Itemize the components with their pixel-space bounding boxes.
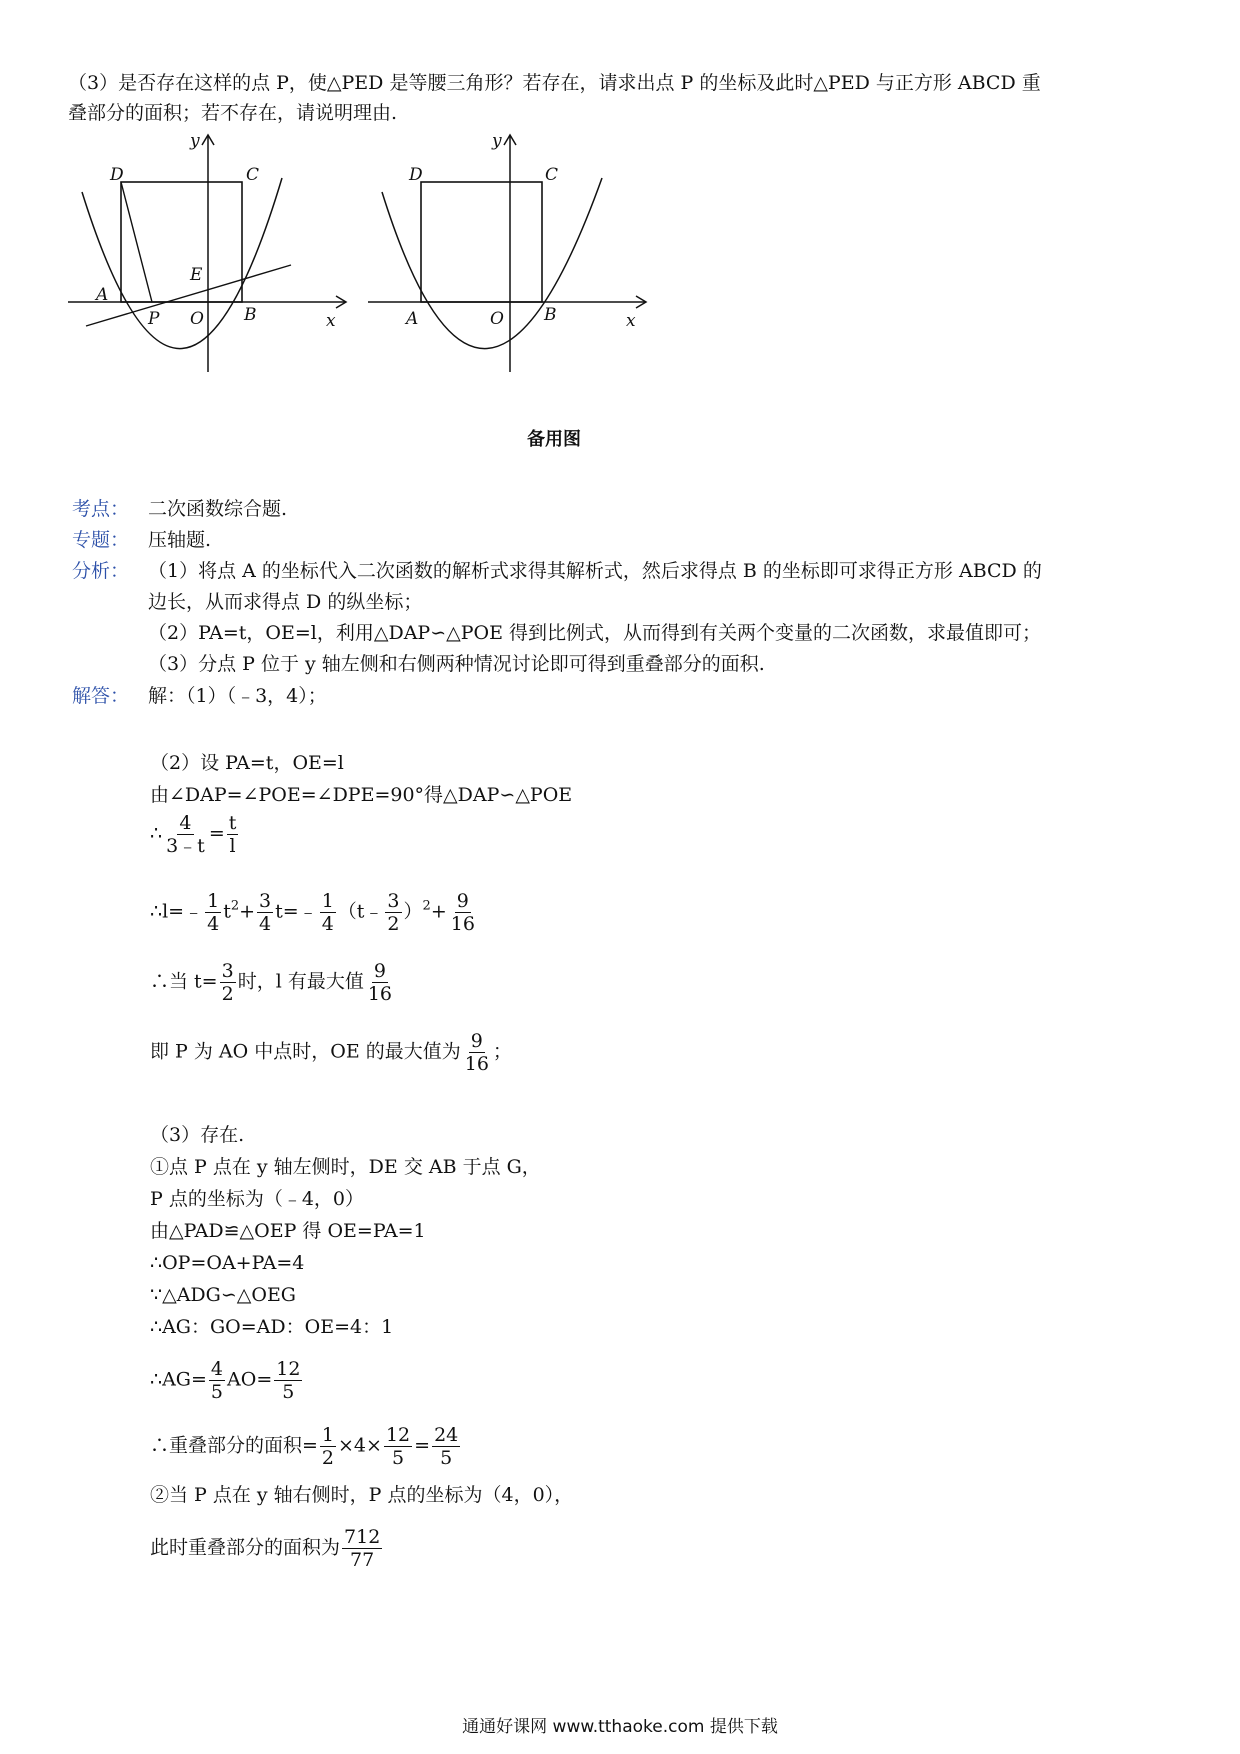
sol2-l4-mid: t=﹣ bbox=[275, 900, 318, 923]
plus: + bbox=[239, 900, 256, 923]
frac-num: 9 bbox=[456, 890, 469, 912]
exponent: 2 bbox=[230, 898, 240, 914]
frac-num: 24 bbox=[434, 1424, 459, 1446]
sol3-l8-mid: AO= bbox=[227, 1368, 273, 1391]
frac-den: 3﹣t bbox=[166, 835, 205, 857]
fraction bbox=[209, 1358, 225, 1403]
fraction bbox=[227, 812, 239, 857]
frac-den: 4 bbox=[259, 913, 272, 935]
fig1-label-C: C bbox=[246, 165, 260, 185]
fraction bbox=[342, 1526, 382, 1571]
plus: + bbox=[430, 900, 447, 923]
fraction bbox=[385, 890, 401, 935]
fraction bbox=[432, 1424, 460, 1469]
figure-1 bbox=[60, 130, 360, 380]
fraction bbox=[463, 1030, 491, 1075]
fig2-label-A: A bbox=[406, 309, 419, 329]
frac-num: 12 bbox=[276, 1358, 301, 1380]
frac-den: 5 bbox=[392, 1447, 405, 1469]
frac-num: 3 bbox=[221, 960, 234, 982]
frac-den: 5 bbox=[210, 1381, 224, 1403]
frac-den: 4 bbox=[321, 913, 334, 935]
fig2-square-abcd bbox=[421, 182, 542, 302]
fig1-label-B: B bbox=[244, 305, 257, 325]
sol2-line-4 bbox=[150, 890, 479, 935]
fenxi-line-4: （3）分点 P 位于 y 轴左侧和右侧两种情况讨论即可得到重叠部分的面积. bbox=[148, 653, 765, 675]
sol3-line-3: P 点的坐标为（﹣4，0） bbox=[150, 1188, 365, 1210]
close-paren: ） bbox=[403, 900, 423, 923]
frac-den: 77 bbox=[350, 1549, 375, 1571]
fig1-label-P: P bbox=[148, 309, 160, 329]
fraction bbox=[220, 960, 236, 1005]
sol3-l9-mid: ×4× bbox=[338, 1434, 382, 1457]
frac-num: 9 bbox=[470, 1030, 483, 1052]
sol2-line-3 bbox=[150, 812, 240, 857]
open-paren: （t﹣ bbox=[337, 900, 384, 923]
figure-caption: 备用图 bbox=[527, 429, 581, 450]
frac-den: 2 bbox=[321, 1447, 335, 1469]
fig1-segment-dp bbox=[121, 182, 152, 302]
equals: = bbox=[414, 1434, 431, 1457]
sol2-l3-therefore: ∴ bbox=[150, 822, 163, 845]
frac-num: t bbox=[228, 812, 237, 834]
question-line-1: （3）是否存在这样的点 P，使△PED 是等腰三角形？若存在，请求出点 P 的坐标及此时△PED 与正方形 ABCD 重 bbox=[68, 72, 1041, 94]
frac-den: 16 bbox=[367, 983, 393, 1005]
frac-den: l bbox=[229, 835, 236, 857]
zhuanti-text: 压轴题. bbox=[148, 529, 212, 551]
fraction bbox=[205, 890, 221, 935]
frac-num: 4 bbox=[210, 1358, 224, 1380]
fig2-label-B: B bbox=[544, 305, 557, 325]
sol2-l5-pre: ∴当 t= bbox=[150, 970, 218, 993]
fig2-label-D: D bbox=[409, 165, 423, 185]
fig1-label-D: D bbox=[110, 165, 124, 185]
fraction bbox=[449, 890, 477, 935]
sol3-l9-pre: ∴重叠部分的面积= bbox=[150, 1434, 318, 1457]
fig2-label-x: x bbox=[626, 311, 636, 331]
jieda-label: 解答： bbox=[72, 685, 130, 707]
fraction bbox=[164, 812, 207, 857]
frac-num: 9 bbox=[373, 960, 386, 982]
sol2-line-1: （2）设 PA=t，OE=l bbox=[150, 752, 344, 774]
frac-num: 3 bbox=[259, 890, 272, 912]
frac-den: 2 bbox=[387, 913, 400, 935]
kaodian-text: 二次函数综合题. bbox=[148, 498, 288, 520]
sol3-l8-pre: ∴AG= bbox=[150, 1368, 207, 1391]
sol2-line-5 bbox=[150, 960, 396, 1005]
figure-2 bbox=[362, 130, 662, 380]
jieda-text: 解：（1）（﹣3，4）； bbox=[148, 685, 327, 707]
frac-den: 5 bbox=[282, 1381, 295, 1403]
sol2-line-2: 由∠DAP=∠POE=∠DPE=90°得△DAP∽△POE bbox=[150, 784, 573, 806]
frac-num: 3 bbox=[387, 890, 400, 912]
frac-num: 12 bbox=[385, 1424, 411, 1446]
frac-den: 4 bbox=[207, 913, 220, 935]
sol3-line-7: ∴AG：GO=AD：OE=4：1 bbox=[150, 1316, 394, 1338]
sol3-line-1: （3）存在. bbox=[150, 1124, 245, 1146]
frac-num: 712 bbox=[344, 1526, 381, 1548]
fenxi-line-1: （1）将点 A 的坐标代入二次函数的解析式求得其解析式，然后求得点 B 的坐标即可求得正方形 ABCD 的 bbox=[148, 560, 1042, 582]
fraction bbox=[320, 1424, 336, 1469]
frac-den: 5 bbox=[440, 1447, 453, 1469]
sol2-l5-mid: 时，l 有最大值 bbox=[237, 970, 364, 993]
fraction bbox=[257, 890, 273, 935]
sol3-line-4: 由△PAD≌△OEP 得 OE=PA=1 bbox=[150, 1220, 426, 1242]
fig1-square-abcd bbox=[121, 182, 242, 302]
fraction bbox=[320, 890, 336, 935]
fig2-label-y: y bbox=[492, 131, 502, 151]
frac-num: 1 bbox=[207, 890, 220, 912]
semicolon: ； bbox=[492, 1040, 512, 1063]
exponent: 2 bbox=[422, 898, 431, 914]
sol3-line-5: ∴OP=OA+PA=4 bbox=[150, 1252, 305, 1274]
equals: = bbox=[208, 822, 225, 845]
fraction bbox=[384, 1424, 412, 1469]
fig2-label-O: O bbox=[490, 309, 504, 329]
frac-num: 1 bbox=[321, 1424, 335, 1446]
fig1-label-O: O bbox=[190, 309, 204, 329]
frac-den: 16 bbox=[450, 913, 475, 935]
sol3-l11-pre: 此时重叠部分的面积为 bbox=[150, 1536, 341, 1559]
zhuanti-label: 专题： bbox=[72, 529, 130, 551]
fig1-label-A: A bbox=[96, 285, 109, 305]
sol3-line-6: ∵△ADG∽△OEG bbox=[150, 1284, 296, 1306]
sol3-line-2: ①点 P 点在 y 轴左侧时，DE 交 AB 于点 G， bbox=[150, 1156, 541, 1178]
fig2-label-C: C bbox=[545, 165, 559, 185]
frac-den: 16 bbox=[464, 1053, 489, 1075]
sol3-line-11 bbox=[150, 1526, 384, 1571]
fraction bbox=[366, 960, 394, 1005]
sol2-line-6 bbox=[150, 1030, 512, 1075]
fenxi-line-2: 边长，从而求得点 D 的纵坐标； bbox=[148, 591, 423, 613]
frac-den: 2 bbox=[221, 983, 234, 1005]
page-footer: 通通好课网 www.tthaoke.com 提供下载 bbox=[462, 1717, 778, 1737]
sol2-l6-pre: 即 P 为 AO 中点时，OE 的最大值为 bbox=[150, 1040, 461, 1063]
fenxi-label: 分析： bbox=[72, 560, 130, 582]
fig1-label-E: E bbox=[190, 265, 203, 285]
fig1-label-x: x bbox=[326, 311, 336, 331]
fig1-label-y: y bbox=[190, 131, 200, 151]
sol3-line-8 bbox=[150, 1358, 304, 1403]
fenxi-line-3: （2）PA=t，OE=l，利用△DAP∽△POE 得到比例式，从而得到有关两个变量的二次函数，求最值即可； bbox=[148, 622, 1042, 644]
frac-num: 1 bbox=[321, 890, 334, 912]
sol2-l4-pre: ∴l=﹣ bbox=[150, 900, 204, 923]
fraction bbox=[274, 1358, 302, 1403]
var-t: t bbox=[223, 900, 231, 923]
kaodian-label: 考点： bbox=[72, 498, 130, 520]
sol3-line-10: ②当 P 点在 y 轴右侧时，P 点的坐标为（4，0）， bbox=[150, 1484, 574, 1506]
sol3-line-9 bbox=[150, 1424, 462, 1469]
fig1-line-pe bbox=[86, 265, 291, 326]
question-line-2: 叠部分的面积；若不存在，请说明理由. bbox=[68, 102, 398, 124]
frac-num: 4 bbox=[179, 812, 192, 834]
